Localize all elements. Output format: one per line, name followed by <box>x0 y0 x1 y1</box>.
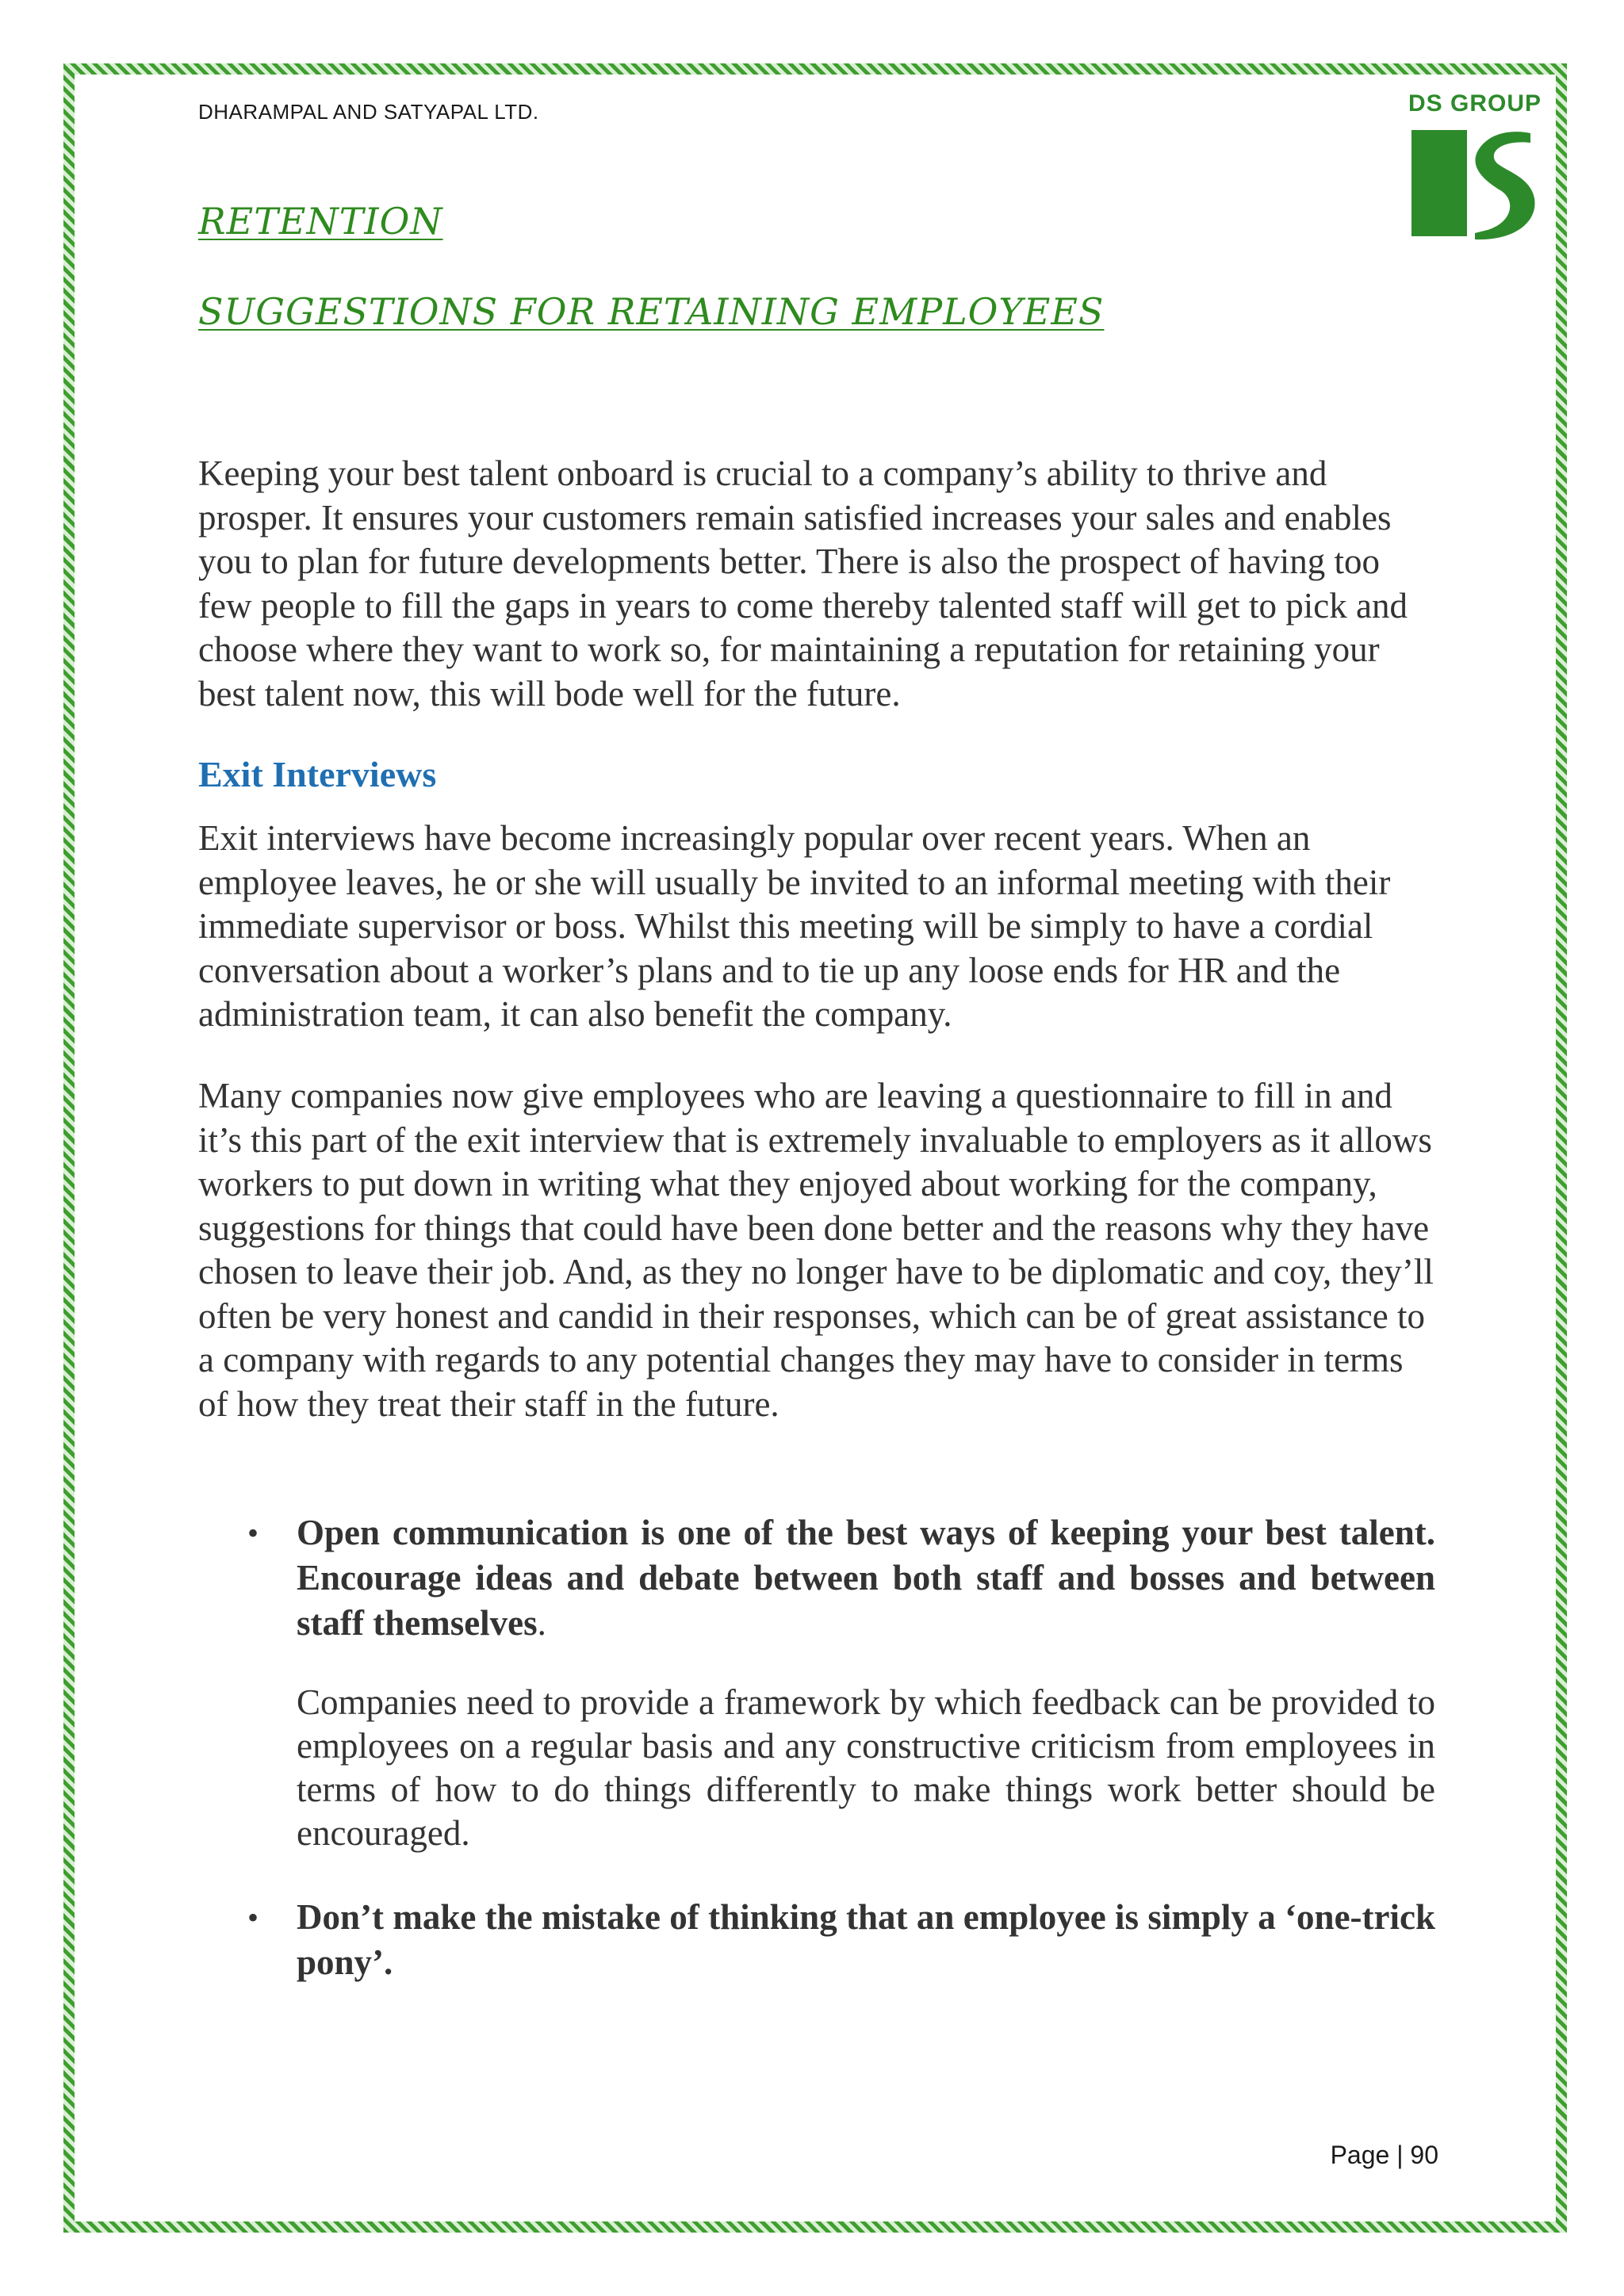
page-number: Page | 90 <box>1330 2141 1438 2169</box>
bullet-dot-1: • <box>247 1515 259 1551</box>
bullet-1-text: Open communication is one of the best ways of keeping your best talent. Encourage ideas and debate between both staff and bosses and between staff themselves <box>297 1513 1435 1643</box>
intro-paragraph: Keeping your best talent onboard is crucial to a company’s ability to thrive and prosper. It ensures your customers remain satisfied increases your sales and enables you to plan for future developments better. There is also the prospect of having too few people to fill the gaps in years to come thereby talented staff will get to pick and choose where they want to work so, for maintaining a reputation for retaining your best talent now, this will bode well for the future. <box>198 453 1408 714</box>
retention-title: RETENTION <box>198 200 443 243</box>
suggestions-title: SUGGESTIONS FOR RETAINING EMPLOYEES <box>198 290 1105 333</box>
bullet-item-2: Don’t make the mistake of thinking that an employee is simply a ‘one-trick pony’. <box>297 1897 1435 1982</box>
logo-text: DS GROUP <box>1408 90 1542 117</box>
ds-logo-icon <box>1411 122 1538 241</box>
bullet-dot-2: • <box>247 1900 259 1935</box>
exit-interviews-title: Exit Interviews <box>198 754 437 794</box>
bullet-1-detail: Companies need to provide a framework by which feedback can be provided to employees on a regular basis and any constructive criticism from employees in terms of how to do things differently to make things work better should be encouraged. <box>297 1682 1435 1853</box>
bullet-item-1 <box>297 1510 1435 1646</box>
exit-interviews-paragraph-2: Many companies now give employees who are leaving a questionnaire to fill in and it’s this part of the exit interview that is extremely invaluable to employers as it allows workers to put down in writing what they enjoyed about working for the company, suggestions for things that could have been done better and the reasons why they have chosen to leave their job. And, as they no longer have to be diplomatic and coy, they’ll often be very honest and candid in their responses, which can be of great assistance to a company with regards to any potential changes they may have to consider in terms of how they treat their staff in the future. <box>198 1076 1434 1424</box>
logo-s-shape <box>1475 132 1535 239</box>
company-header: DHARAMPAL AND SATYAPAL LTD. <box>198 100 539 124</box>
ds-group-logo <box>1404 90 1546 249</box>
bullet-1-trailing: . <box>537 1603 546 1643</box>
logo-d-block <box>1411 130 1467 236</box>
exit-interviews-paragraph-1: Exit interviews have become increasingly popular over recent years. When an employee leaves, he or she will usually be invited to an informal meeting with their immediate supervisor or boss. Whilst this meeting will be simply to have a cordial conversation about a worker’s plans and to tie up any loose ends for HR and the administration team, it can also benefit the company. <box>198 818 1391 1034</box>
